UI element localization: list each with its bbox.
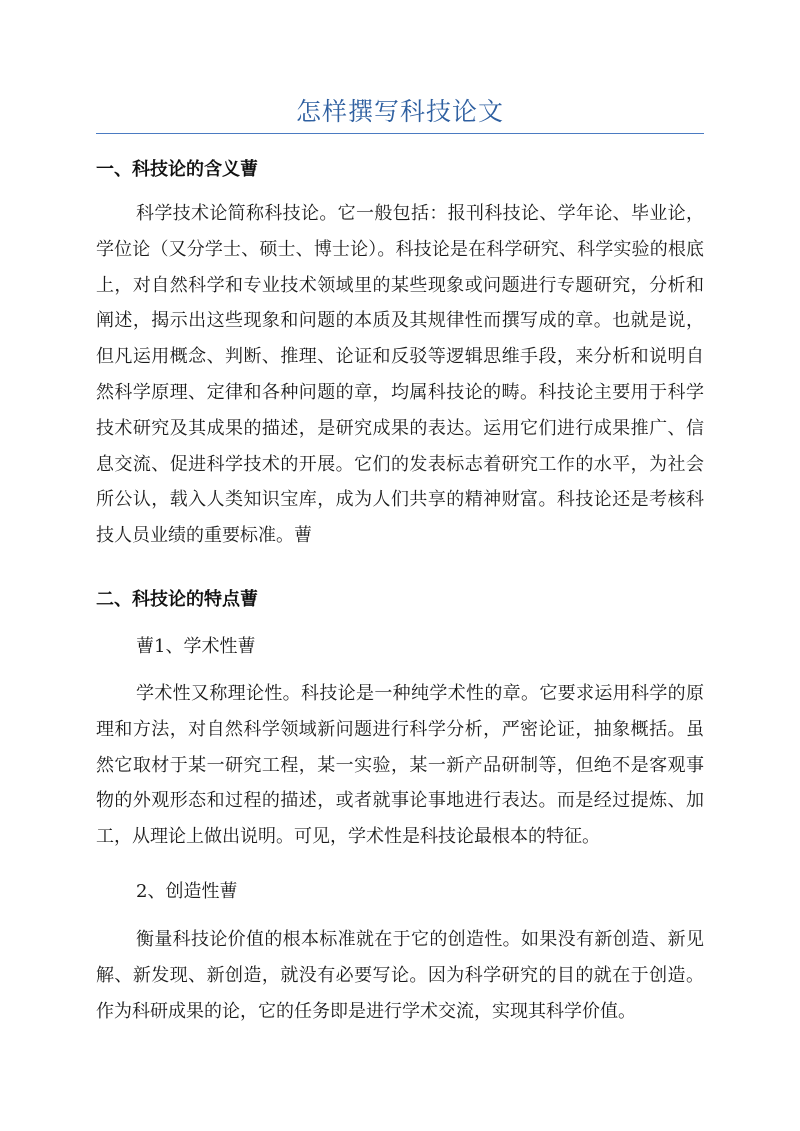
subsection-label-academic: 蓸1、学术性蓸	[136, 636, 256, 657]
subsection-label-creativity: 2、创造性蓸	[136, 881, 238, 902]
subsection-paragraph-academic: 学术性又称理论性。科技论是一种纯学术性的章。它要求运用科学的原理和方法，对自然科学领域新问题进行科学分析，严密论证，抽象概括。虽然它取材于某一研究工程，某一实验，某一新产品研制等，但绝不是客观事物的外观形态和过程的描述，或者就事论事地进行表达。而是经过提炼、加工，从理论上做出说明。可见，学术性是科技论最根本的特征。	[96, 683, 704, 848]
subsection-paragraph-creativity: 衡量科技论价值的根本标准就在于它的创造性。如果没有新创造、新见解、新发现、新创造，就没有必要写论。因为科学研究的目的就在于创造。作为科研成果的论，它的任务即是进行学术交流，实现其科学价值。	[96, 929, 704, 1022]
section-paragraph-meaning: 科学技术论简称科技论。它一般包括：报刊科技论、学年论、毕业论，学位论（又分学士、硕士、博士论）。科技论是在科学研究、科学实验的根底上，对自然科学和专业技术领域里的某些现象或问题进行专题研究，分析和阐述，揭示出这些现象和问题的本质及其规律性而撰写成的章。也就是说，但凡运用概念、判断、推理、论证和反驳等逻辑思维手段，来分析和说明自然科学原理、定律和各种问题的章，均属科技论的畴。科技论主要用于科学技术研究及其成果的描述，是研究成果的表达。运用它们进行成果推广、信息交流、促进科学技术的开展。它们的发表标志着研究工作的水平，为社会所公认，载入人类知识宝库，成为人们共享的精神财富。科技论还是考核科技人员业绩的重要标准。蓸	[96, 203, 704, 547]
document-title: 怎样撰写科技论文	[295, 97, 504, 126]
section-heading-meaning: 一、科技论的含义蓸	[96, 159, 258, 180]
section-heading-features: 二、科技论的特点蓸	[96, 589, 258, 610]
title-underline	[96, 133, 704, 134]
